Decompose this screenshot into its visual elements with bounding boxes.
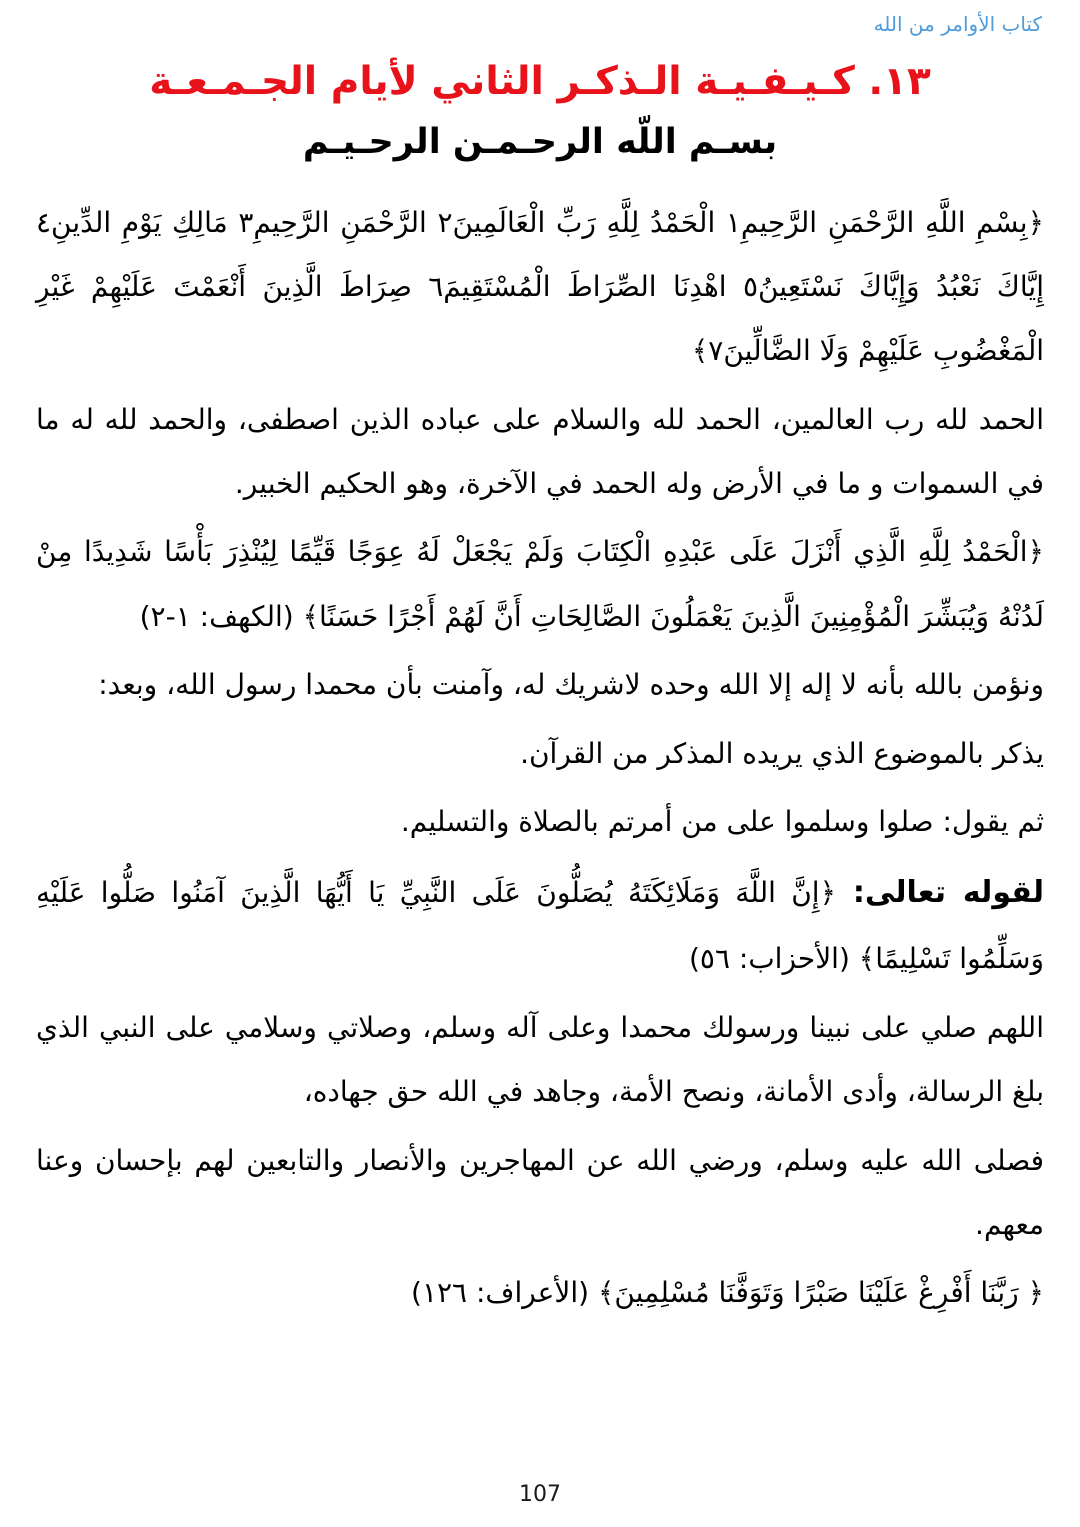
basmala-heading: بسـم اللّه الرحـمـن الرحـيـم	[302, 121, 778, 162]
paragraph-salawat: اللهم صلي على نبينا ورسولك محمدا وعلى آله وسلم، وصلاتي وسلامي على النبي الذي بلغ الرسالة، وأدى الأمانة، ونصح الأمة، وجاهد في الله حق جهاده،	[36, 1010, 1044, 1109]
quran-verse-araf: ﴿ رَبَّنَا أَفْرِغْ عَلَيْنَا صَبْرًا وَتَوَفَّنَا مُسْلِمِينَ﴾ (الأعراف: ١٢٦)	[411, 1276, 1044, 1310]
paragraph-hamd: الحمد لله رب العالمين، الحمد لله والسلام على عباده الذين اصطفى، والحمد لله له ما في السموات و ما في الأرض وله الحمد في الآخرة، وهو الحكيم الخبير.	[36, 402, 1044, 501]
running-head: كتاب الأوامر من الله	[873, 12, 1042, 36]
quran-verse-fatiha: ﴿بِسْمِ اللَّهِ الرَّحْمَنِ الرَّحِيمِ١ الْحَمْدُ لِلَّهِ رَبِّ الْعَالَمِينَ٢ الرَّحْمَنِ الرَّحِيمِ٣ مَالِكِ يَوْمِ الدِّينِ٤ إِيَّاكَ نَعْبُدُ وَإِيَّاكَ نَسْتَعِينُ٥ اهْدِنَا الصِّرَاطَ الْمُسْتَقِيمَ٦ صِرَاطَ الَّذِينَ أَنْعَمْتَ عَلَيْهِمْ غَيْرِ الْمَغْضُوبِ عَلَيْهِمْ وَلَا الضَّالِّينَ٧﴾	[36, 205, 1044, 368]
quran-verse-kahf: ﴿الْحَمْدُ لِلَّهِ الَّذِي أَنْزَلَ عَلَى عَبْدِهِ الْكِتَابَ وَلَمْ يَجْعَلْ لَهُ عِوَجًا قَيِّمًا لِيُنْذِرَ بَأْسًا شَدِيدًا مِنْ لَدُنْهُ وَيُبَشِّرَ الْمُؤْمِنِينَ الَّذِينَ يَعْمَلُونَ الصَّالِحَاتِ أَنَّ لَهُمْ أَجْرًا حَسَنًا﴾ (الكهف: ١-٢)	[36, 535, 1044, 633]
page-number: 107	[519, 1482, 561, 1507]
paragraph-topic-note: يذكر بالموضوع الذي يريده المذكر من القرآن.	[520, 736, 1044, 770]
chapter-title: ١٣. كـيـفـيـة الـذكـر الثاني لأيام الجـمـعـة	[149, 59, 931, 104]
body-text	[0, 191, 1080, 1326]
paragraph-salat-instruction: ثم يقول: صلوا وسلموا على من أمرتم بالصلاة والتسليم.	[400, 805, 1044, 839]
quran-verse-ahzab: ﴿إِنَّ اللَّهَ وَمَلَائِكَتَهُ يُصَلُّونَ عَلَى النَّبِيِّ يَا أَيُّهَا الَّذِينَ آمَنُوا صَلُّوا عَلَيْهِ وَسَلِّمُوا تَسْلِيمًا﴾ (الأحزاب: ٥٦)	[36, 876, 1044, 976]
paragraph-sahaba: فصلى الله عليه وسلم، ورضي الله عن المهاجرين والأنصار والتابعين لهم بإحسان وعنا معهم.	[36, 1143, 1044, 1241]
paragraph-shahada: ونؤمن بالله بأنه لا إله إلا الله وحده لاشريك له، وآمنت بأن محمدا رسول الله، وبعد:	[98, 668, 1044, 702]
lead-qawluhu-taala: لقوله تعالى:	[836, 875, 1044, 911]
paragraph-ahzab	[36, 858, 1044, 991]
